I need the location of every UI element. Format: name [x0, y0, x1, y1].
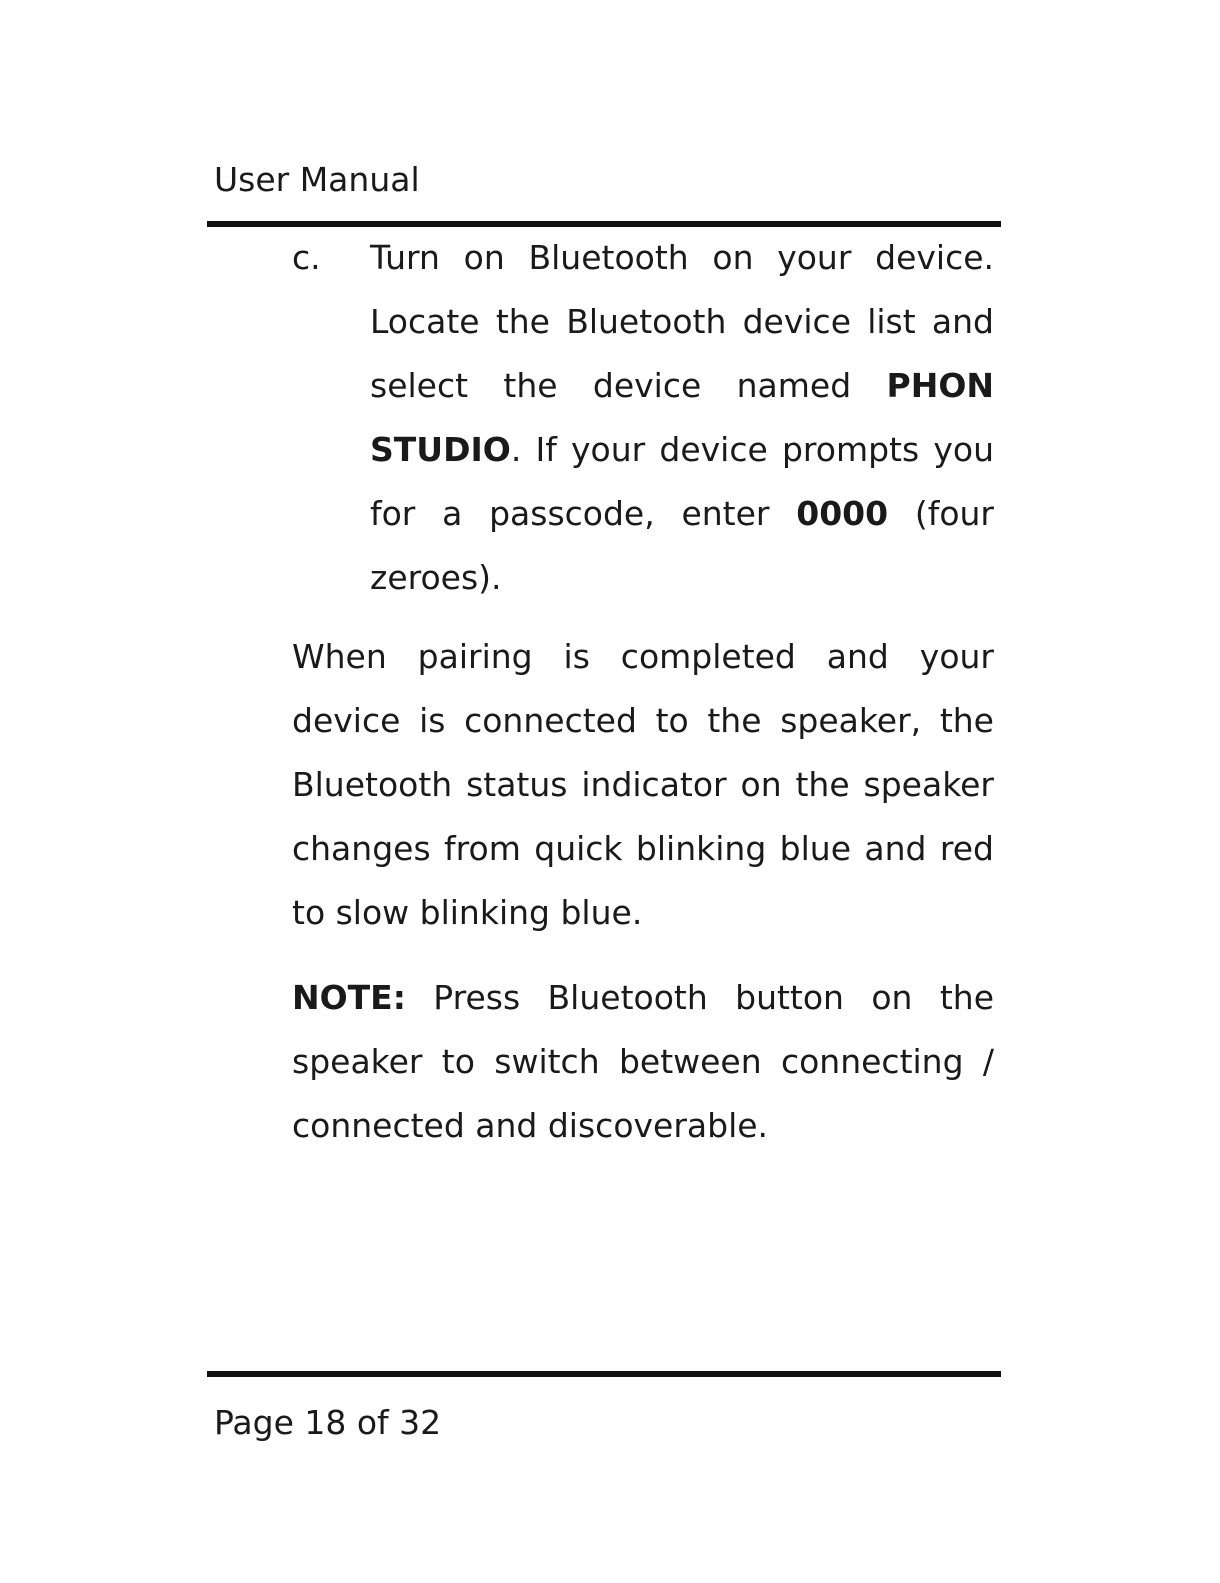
list-marker: c.	[292, 238, 321, 277]
step-c-text-part-2: . If your device prompts you for a passcode, enter	[370, 430, 994, 533]
passcode: 0000	[796, 494, 889, 533]
device-name: PHON STUDIO	[370, 366, 994, 469]
pairing-paragraph: When pairing is completed and your device is connected to the speaker, the Bluetooth status indicator on the speaker changes from quick blinking blue and red to slow blinking blue.	[292, 637, 994, 932]
note-text: Press Bluetooth button on the speaker to switch between connecting / connected and discoverable.	[292, 978, 994, 1145]
note-label: NOTE:	[292, 978, 406, 1017]
note-paragraph	[292, 966, 994, 1158]
step-c-text-part-1: Turn on Bluetooth on your device. Locate the Bluetooth device list and select the device named	[370, 238, 994, 405]
step-c-text-part-3: (four zeroes).	[370, 494, 995, 597]
step-c-text	[370, 226, 994, 610]
list-item-step-c	[292, 226, 994, 610]
page-number: Page 18 of 32	[214, 1403, 442, 1442]
footer-rule	[207, 1371, 1001, 1377]
header-title: User Manual	[214, 160, 420, 199]
